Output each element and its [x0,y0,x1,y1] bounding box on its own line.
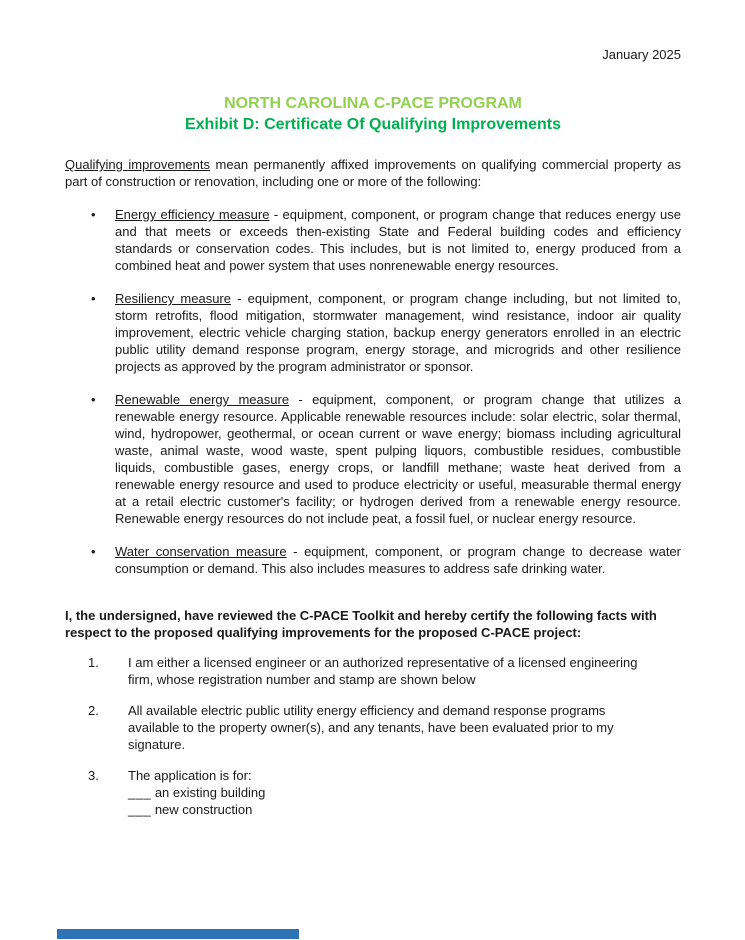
item-text: I am either a licensed engineer or an authorized representative of a licensed engineering firm, whose registration number and stamp are shown below [128,655,638,687]
fill-in-blank[interactable]: ___ [128,802,152,817]
footer-accent-bar [57,929,299,939]
list-item-water-conservation [115,543,681,577]
list-item-3 [65,767,681,818]
item-text: The application is for: [128,768,252,783]
list-item-1 [65,654,681,688]
option-label: new construction [151,802,253,817]
item-number: 2. [88,703,99,718]
intro-paragraph [65,156,681,190]
measure-definition: - equipment, component, or program change including, but not limited to, storm retrofits, flood mitigation, stormwater management, wind resistance, indoor air quality improvement, electric vehicle charging station, backup energy generators enrolled in an electric public utility demand response program, energy storage, and microgrids and other resilience projects as approved by the program administrator or sponsor. [115,291,681,374]
measure-term: Energy efficiency measure [115,207,270,222]
certified-facts-list [65,654,681,818]
option-label: an existing building [151,785,266,800]
fill-in-blank[interactable]: ___ [128,785,152,800]
measure-term: Resiliency measure [115,291,231,306]
measure-definition: - equipment, component, or program change to decrease water consumption or demand. This also includes measures to address safe drinking water. [115,544,681,576]
item-number: 1. [88,655,99,670]
list-item-renewable-energy [115,391,681,527]
measure-definition: - equipment, component, or program change that utilizes a renewable energy resource. Applicable renewable resources include: solar electric, solar thermal, wind, hydropower, geothermal, or ocean current or wave energy; biomass including agricultural waste, animal waste, wood waste, spent pulping liquors, combustible residues, combustible liquids, combustible gases, energy crops, or landfill methane; waste heat derived from a renewable energy resource and used to produce electricity or useful, measurable thermal energy at a retail electric customer's facility; or hydrogen derived from a renewable energy resource. Renewable energy resources do not include peat, a fossil fuel, or nuclear energy resource. [115,392,681,526]
intro-term: Qualifying improvements [65,157,210,172]
item-text: All available electric public utility energy efficiency and demand response programs available to the property owner(s), and any tenants, have been evaluated prior to my signature. [128,703,614,752]
measures-list [65,206,681,577]
item-number: 3. [88,768,99,783]
document-date: January 2025 [602,47,681,62]
measure-definition: - equipment, component, or program change that reduces energy use and that meets or exceeds then-existing State and Federal building codes and efficiency standards or conservation codes. This includes, but is not limited to, energy produced from a combined heat and power system that uses nonrenewable energy resources. [115,207,681,273]
certification-statement: I, the undersigned, have reviewed the C-PACE Toolkit and hereby certify the following facts with respect to the proposed qualifying improvements for the proposed C-PACE project: [65,608,657,640]
list-item-resiliency [115,290,681,375]
option-existing-building [128,784,651,801]
option-new-construction [128,801,651,818]
measure-term: Water conservation measure [115,544,287,559]
intro-text: mean permanently affixed improvements on qualifying commercial property as part of construction or renovation, including one or more of the following: [65,157,681,189]
list-item-energy-efficiency [115,206,681,274]
page-title: NORTH CAROLINA C-PACE PROGRAM [224,95,522,112]
measure-term: Renewable energy measure [115,392,290,407]
list-item-2 [65,702,681,753]
page-subtitle: Exhibit D: Certificate Of Qualifying Improvements [184,116,562,133]
